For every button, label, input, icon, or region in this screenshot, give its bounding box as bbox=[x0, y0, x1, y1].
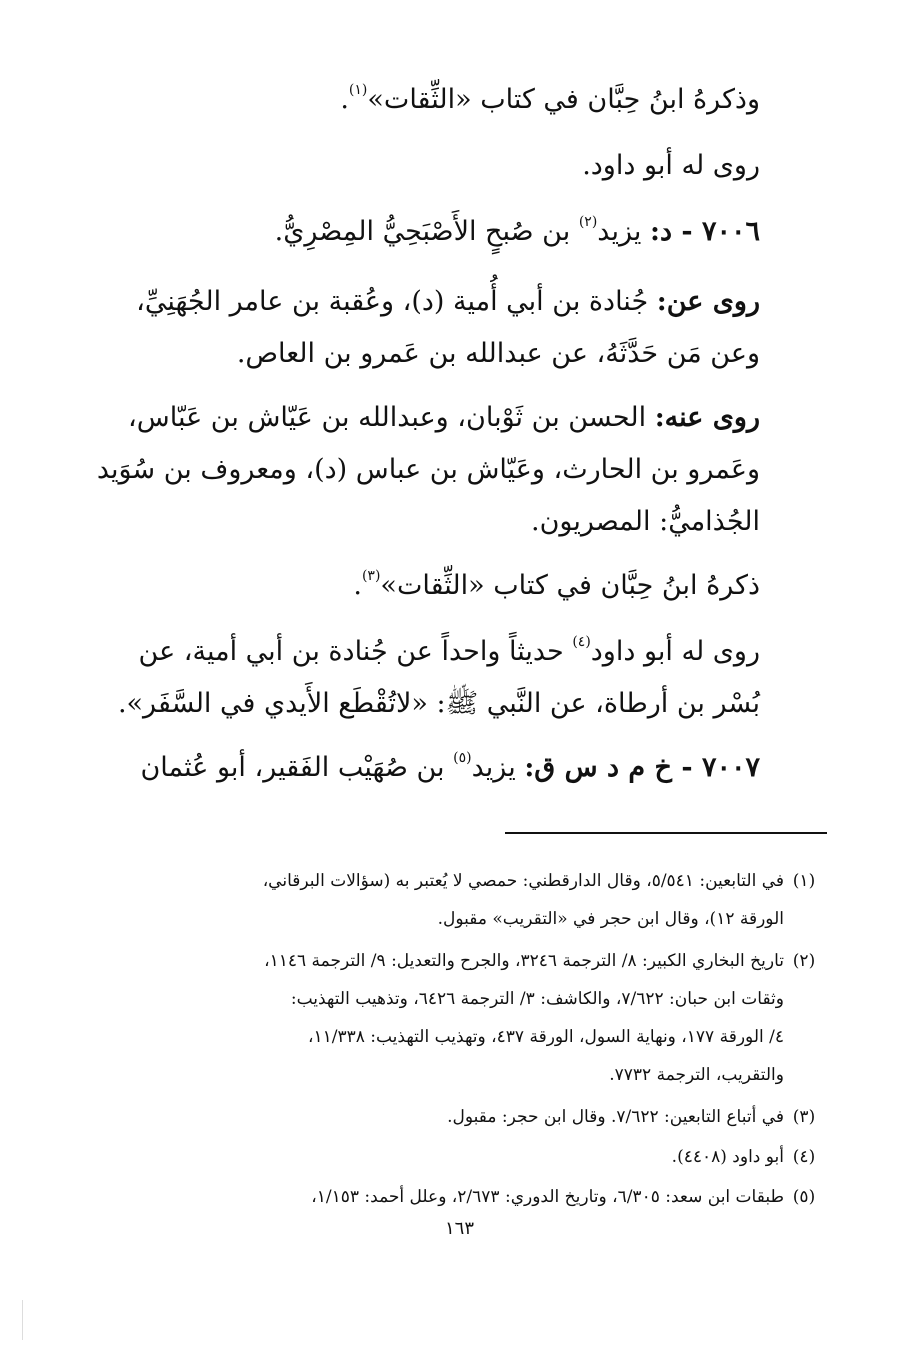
line-ibn-hibban-1: وذكرهُ ابنُ حِبَّان في كتاب «الثِّقات»$^{(١)}$. bbox=[340, 82, 760, 115]
footnote-ref-2[interactable]: (٢) bbox=[578, 214, 598, 230]
footnote-2-line-1: تاريخ البخاري الكبير: ٨/ الترجمة ٣٢٤٦، والجرح والتعديل: ٩/ الترجمة ١١٤٦، bbox=[264, 951, 784, 971]
rawa-anhu-line-2: وعَمرو بن الحارث، وعَيّاش بن عباس (د)، ومعروف بن سُوَيد bbox=[96, 454, 760, 485]
footnote-5-line-1: طبقات ابن سعد: ٦/٣٠٥، وتاريخ الدوري: ٢/٦٧٣، وعلل أحمد: ١/١٥٣، bbox=[311, 1187, 784, 1207]
rawa-an-label: روى عن: bbox=[656, 286, 760, 317]
footnote-4-line-1: أبو داود (٤٤٠٨). bbox=[671, 1147, 784, 1167]
scan-edge-mark bbox=[22, 1300, 37, 1340]
footnote-separator bbox=[505, 832, 827, 834]
rawa-anhu-line-3: الجُذاميُّ: المصريون. bbox=[531, 506, 760, 537]
rawa-lahu-line-1: روى له أبو داود$^{(٤)}$ حديثاً واحداً عن جُنادة بن أبي أمية، عن bbox=[138, 634, 760, 667]
rawa-an-line-2: وعن مَن حَدَّثَهُ، عن عبدالله بن عَمرو بن العاص. bbox=[236, 338, 760, 369]
footnote-ref-4[interactable]: (٤) bbox=[572, 634, 591, 650]
line-ibn-hibban-2: ذكرهُ ابنُ حِبَّان في كتاب «الثِّقات»$^{(٣)}$. bbox=[353, 568, 760, 601]
footnote-2-line-4: والتقريب، الترجمة ٧٧٣٢. bbox=[609, 1065, 784, 1085]
footnote-ref-3[interactable]: (٣) bbox=[361, 568, 381, 584]
rawa-lahu-line-2: بُسْر بن أرطاة، عن النَّبي ﷺ: «لاتُقْطَع الأَيدي في السَّفَر». bbox=[117, 688, 760, 719]
line-rawa-abu-dawud-1: روى له أبو داود. bbox=[582, 150, 760, 181]
footnote-1-line-2: الورقة ١٢)، وقال ابن حجر في «التقريب» مقبول. bbox=[437, 909, 784, 929]
footnote-number: (٤) bbox=[792, 1147, 816, 1167]
entry-number: ٧٠٠٦ - د: bbox=[649, 216, 760, 247]
rawa-an-line-1: روى عن: جُنادة بن أبي أُمية (د)، وعُقبة بن عامر الجُهَنِيِّ، bbox=[136, 286, 760, 317]
footnote-ref-1[interactable]: (١) bbox=[348, 82, 368, 98]
page-number: ١٦٣ bbox=[444, 1218, 474, 1239]
entry-7006-heading: ٧٠٠٦ - د: يزيد$^{(٢)}$ بن صُبحٍ الأَصْبَحِيُّ المِصْرِيُّ. bbox=[274, 214, 760, 247]
entry-number: ٧٠٠٧ - خ م د س ق: bbox=[524, 752, 760, 783]
entry-7007-heading: ٧٠٠٧ - خ م د س ق: يزيد$^{(٥)}$ بن صُهَيْب الفَقير، أبو عُثمان bbox=[140, 750, 760, 783]
footnote-number: (٣) bbox=[792, 1107, 816, 1127]
footnote-3-line-1: في أتباع التابعين: ٧/٦٢٢. وقال ابن حجر: مقبول. bbox=[447, 1107, 784, 1127]
footnote-ref-5[interactable]: (٥) bbox=[453, 750, 472, 766]
footnote-number: (١) bbox=[792, 871, 816, 891]
footnote-2-line-2: وثقات ابن حبان: ٧/٦٢٢، والكاشف: ٣/ الترجمة ٦٤٢٦، وتذهيب التهذيب: bbox=[290, 989, 784, 1009]
rawa-anhu-line-1: روى عنه: الحسن بن ثَوْبان، وعبدالله بن عَيّاش بن عَبّاس، bbox=[128, 402, 760, 433]
footnote-2-line-3: ٤/ الورقة ١٧٧، ونهاية السول، الورقة ٤٣٧، وتهذيب التهذيب: ١١/٣٣٨، bbox=[307, 1027, 784, 1047]
footnote-number: (٢) bbox=[792, 951, 816, 971]
rawa-anhu-label: روى عنه: bbox=[654, 402, 760, 433]
footnote-number: (٥) bbox=[792, 1187, 816, 1207]
footnote-1-line-1: في التابعين: ٥/٥٤١، وقال الدارقطني: حمصي لا يُعتبر به (سؤالات البرقاني، bbox=[262, 871, 784, 891]
